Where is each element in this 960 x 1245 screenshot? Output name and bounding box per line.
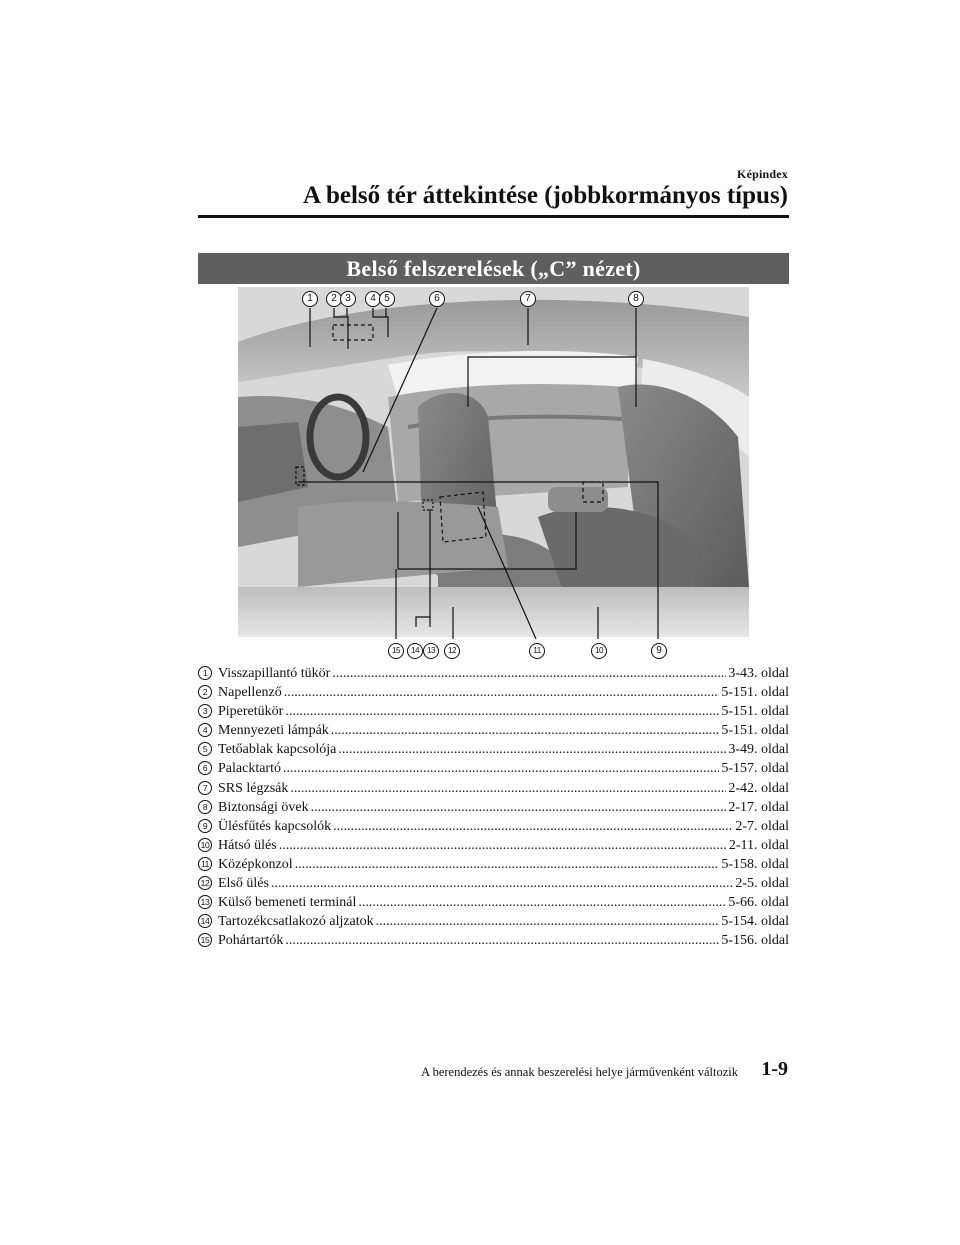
index-row — [198, 779, 789, 798]
item-label: SRS légzsák — [218, 780, 289, 796]
item-label: Pohártartók — [218, 933, 284, 949]
item-label: Középkonzol — [218, 856, 293, 872]
index-row — [198, 912, 789, 931]
item-number: 12 — [198, 876, 212, 890]
callout-10: 10 — [591, 643, 607, 659]
page-title: A belső tér áttekintése (jobbkormányos típus) — [303, 182, 788, 209]
item-number: 7 — [198, 781, 212, 795]
index-row — [198, 836, 789, 855]
item-number: 5 — [198, 742, 212, 756]
item-label: Ülésfűtés kapcsolók — [218, 818, 332, 834]
item-page-ref: 2-11. oldal — [728, 837, 789, 853]
item-page-ref: 5-156. oldal — [721, 933, 789, 949]
index-row — [198, 683, 789, 702]
callout-11: 11 — [529, 643, 545, 659]
item-page-ref: 3-49. oldal — [728, 742, 789, 758]
title-rule — [198, 215, 789, 218]
item-page-ref: 5-154. oldal — [721, 914, 789, 930]
item-label: Hátsó ülés — [218, 837, 277, 853]
index-row — [198, 817, 789, 836]
footer-note: A berendezés és annak beszerelési helye járművenként változik — [421, 1065, 738, 1079]
index-row — [198, 664, 789, 683]
item-label: Piperetükör — [218, 704, 284, 720]
callout-6: 6 — [429, 291, 445, 307]
callout-12: 12 — [444, 643, 460, 659]
callout-3: 3 — [340, 291, 356, 307]
item-number: 8 — [198, 800, 212, 814]
index-row — [198, 702, 789, 721]
callout-13: 13 — [423, 643, 439, 659]
section-band: Belső felszerelések („C” nézet) — [198, 253, 789, 284]
callout-7: 7 — [520, 291, 536, 307]
item-label: Mennyezeti lámpák — [218, 723, 329, 739]
item-page-ref: 5-66. oldal — [728, 895, 789, 911]
item-label: Napellenző — [218, 685, 282, 701]
item-page-ref: 3-43. oldal — [728, 666, 789, 681]
item-label: Tetőablak kapcsolója — [218, 742, 337, 758]
item-index-list — [198, 664, 789, 950]
interior-figure — [238, 287, 749, 665]
index-row — [198, 893, 789, 912]
item-page-ref: 5-151. oldal — [721, 723, 789, 739]
index-row — [198, 855, 789, 874]
callout-2: 2 — [326, 291, 342, 307]
item-label: Palacktartó — [218, 761, 281, 777]
item-page-ref: 5-157. oldal — [721, 761, 789, 777]
item-page-ref: 5-151. oldal — [721, 704, 789, 720]
item-number: 15 — [198, 933, 212, 947]
interior-illustration — [238, 287, 749, 665]
item-page-ref: 2-17. oldal — [728, 799, 789, 815]
index-row — [198, 740, 789, 759]
item-label: Külső bemeneti terminál — [218, 895, 357, 911]
index-row — [198, 874, 789, 893]
page-number: 1-9 — [761, 1058, 788, 1080]
item-number: 9 — [198, 819, 212, 833]
index-row — [198, 721, 789, 740]
section-label: Képindex — [737, 167, 788, 181]
item-number: 2 — [198, 685, 212, 699]
callout-5: 5 — [379, 291, 395, 307]
index-row — [198, 931, 789, 950]
callout-15: 15 — [388, 643, 404, 659]
index-row — [198, 759, 789, 778]
callout-9: 9 — [651, 643, 667, 659]
item-number: 3 — [198, 704, 212, 718]
item-label: Visszapillantó tükör — [218, 666, 331, 681]
item-label: Biztonsági övek — [218, 799, 309, 815]
item-page-ref: 2-5. oldal — [735, 876, 789, 892]
item-number: 6 — [198, 761, 212, 775]
item-number: 1 — [198, 666, 212, 680]
item-page-ref: 2-7. oldal — [735, 818, 789, 834]
item-page-ref: 5-158. oldal — [721, 856, 789, 872]
callout-1: 1 — [302, 291, 318, 307]
callout-14: 14 — [407, 643, 423, 659]
item-label: Tartozékcsatlakozó aljzatok — [218, 914, 374, 930]
index-row — [198, 798, 789, 817]
item-number: 4 — [198, 723, 212, 737]
item-page-ref: 5-151. oldal — [721, 685, 789, 701]
item-label: Első ülés — [218, 876, 269, 892]
item-number: 13 — [198, 895, 212, 909]
item-page-ref: 2-42. oldal — [728, 780, 789, 796]
item-number: 10 — [198, 838, 212, 852]
item-number: 11 — [198, 857, 212, 871]
callout-4: 4 — [365, 291, 381, 307]
callout-8: 8 — [628, 291, 644, 307]
item-number: 14 — [198, 914, 212, 928]
